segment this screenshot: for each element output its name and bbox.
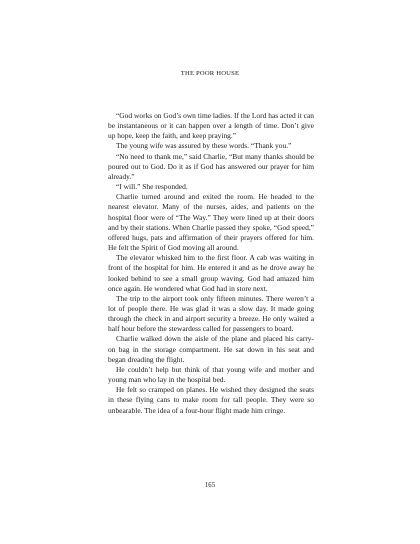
paragraph: The elevator whisked him to the first floor. A cab was waiting in front of the hospital for him. He entered it and as he drove away he looked behind to see a small group waving. God had amazed him once again. He wondered what God had in store next. [108,253,314,293]
paragraph: “No need to thank me,” said Charlie, “But many thanks should be poured out to God. Do it as if God has answered our prayer for him already.” [108,151,314,181]
paragraph: Charlie walked down the aisle of the plane and placed his carry-on bag in the storage compartment. He sat down in his seat and began dreading the flight. [108,334,314,364]
paragraph: He felt so cramped on planes. He wished they designed the seats in these flying cans to make room for tall people. They were so unbearable. The idea of a four-hour flight made him cringe. [108,385,314,415]
paragraph: He couldn’t help but think of that young wife and mother and young man who lay in the hospital bed. [108,364,314,385]
paragraph: “God works on God’s own time ladies. If the Lord has acted it can be instantaneous or it can happen over a length of time. Don’t give up hope, keep the faith, and keep praying.” [108,111,314,141]
paragraph: The trip to the airport took only fifteen minutes. There weren’t a lot of people there. He was glad it was a slow day. It made going through the check in and airport security a breeze. He only waited a half hour before the stewardess called for passengers to board. [108,293,314,334]
paragraph: “I will.” She responded. [116,182,188,192]
body-text [108,111,314,416]
running-head: THE POOR HOUSE [180,70,240,77]
paragraph: The young wife was assured by these words. “Thank you.” [116,141,292,151]
paragraph: Charlie turned around and exited the room. He headed to the nearest elevator. Many of the nurses, aides, and patients on the hospital floor were of “The Way.” They were lined up at their doors and by their stations. When Charlie passed they spoke, “God speed,” offered hugs, pats and affirmation of their prayers offered for him. He felt the Spirit of God moving all around. [108,192,314,253]
page-number: 165 [204,482,216,489]
